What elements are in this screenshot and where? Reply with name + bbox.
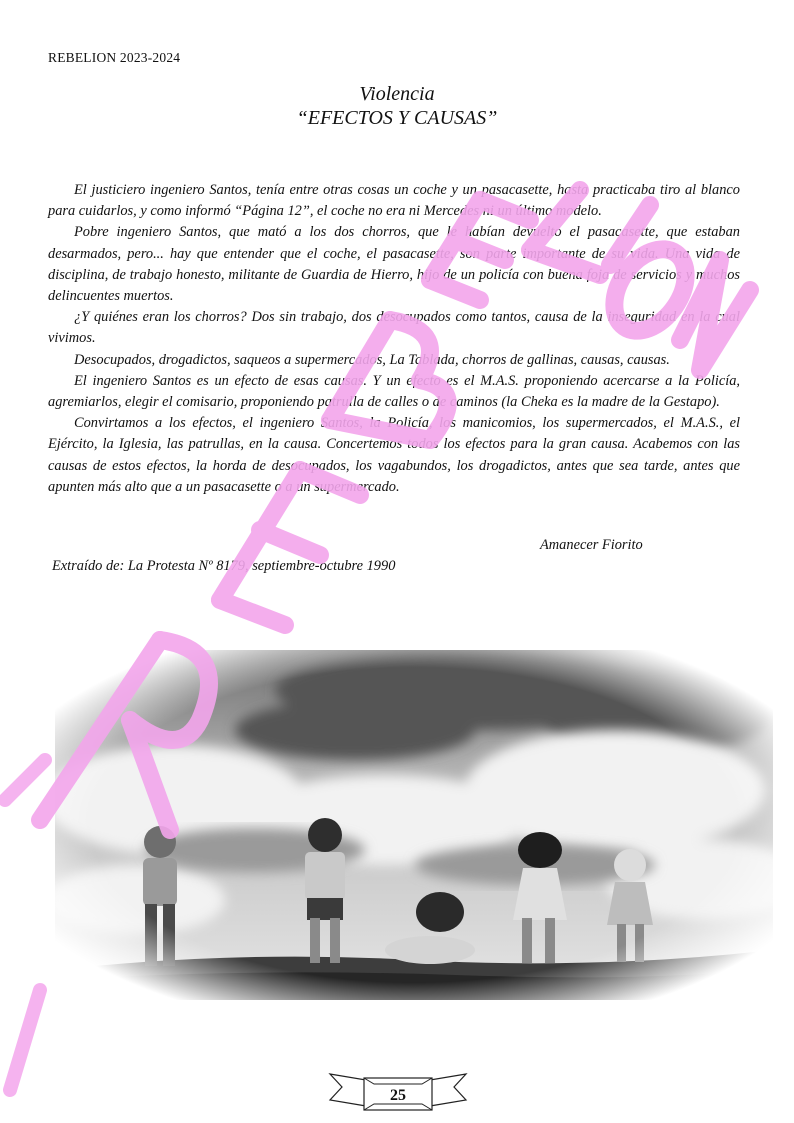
children-sky-illustration bbox=[55, 650, 773, 1000]
source-citation: Extraído de: La Protesta Nº 8179, septiembre-octubre 1990 bbox=[52, 558, 396, 574]
paragraph: Convirtamos a los efectos, el ingeniero Santos, la Policía, los manicomios, los supermercados, el M.A.S., el Ejército, la Iglesia, las patrullas, en la causa. Concertemos todos los efectos para la gran causa. Acabemos con las causas de estos efectos, la horda de desocupados, los vagabundos, los drogadictos, antes que sea tarde, antes que apunten más alto que a un pasacasette o a un supermercado. bbox=[48, 415, 740, 495]
paragraph: ¿Y quiénes eran los chorros? Dos sin trabajo, dos desocupados como tantos, causa de la inseguridad en la cual vivimos. bbox=[48, 309, 740, 347]
paragraph: El justiciero ingeniero Santos, tenía entre otras cosas un coche y un pasacasette, hasta practicaba tiro al blanco para cuidarlos, y como informó “Página 12”, el coche no era ni Mercedes ni un último modelo. bbox=[48, 182, 740, 220]
title-line-2: “EFECTOS Y CAUSAS” bbox=[296, 107, 498, 129]
paragraph: El ingeniero Santos es un efecto de esas causas. Y un efecto es el M.A.S. proponiendo acercarse a la Policía, agremiarlos, elegir el comisario, proponiendo patrulla de calles o de caminos (la Cheka es la madre de la Gestapo). bbox=[48, 372, 740, 411]
page-number: 25 bbox=[390, 1087, 406, 1104]
page-header: REBELION 2023-2024 bbox=[48, 50, 181, 65]
article-body bbox=[48, 180, 740, 498]
paragraph: Pobre ingeniero Santos, que mató a los dos chorros, que le habían devuelto el pasacasette, que estaban desarmados, pero... hay que entender que el coche, el pasacasette, son parte importante de su vida. Una vida de disciplina, de trabajo honesto, militante de Guardia de Hierro, hijo de un policía con buena foja de servicios y muchos delincuentes muertos. bbox=[48, 224, 740, 305]
author-signature: Amanecer Fiorito bbox=[540, 537, 643, 553]
article-title bbox=[0, 82, 794, 130]
title-line-1: Violencia bbox=[359, 83, 435, 105]
paragraph: Desocupados, drogadictos, saqueos a supermercados, La Tablada, chorros de gallinas, causas, causas. bbox=[74, 351, 670, 368]
